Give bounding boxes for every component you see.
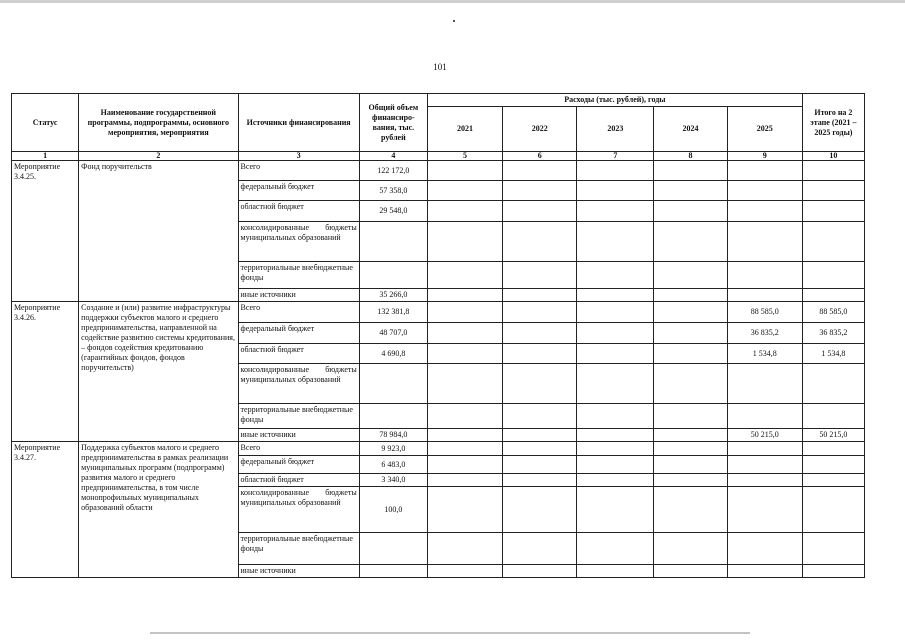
itogo-value: 36 835,2 — [802, 323, 864, 344]
year-value — [503, 181, 577, 201]
header-expenses: Расходы (тыс. рублей), годы — [427, 94, 802, 107]
year-value — [503, 404, 577, 429]
source-label: областной бюджет — [238, 201, 359, 222]
year-value — [503, 364, 577, 404]
total-value: 132 381,8 — [359, 302, 427, 323]
year-value — [577, 565, 654, 578]
year-value — [503, 429, 577, 442]
year-value — [503, 474, 577, 487]
header-name: Наименование государственной программы, подпрограммы, основного мероприятия, мероприятия — [79, 94, 238, 152]
year-value — [654, 429, 727, 442]
year-value — [427, 364, 502, 404]
itogo-value — [802, 262, 864, 289]
year-value — [654, 442, 727, 456]
source-label: территориальные внебюджетные фонды — [238, 533, 359, 565]
year-value — [577, 456, 654, 474]
itogo-value — [802, 456, 864, 474]
financing-table — [11, 93, 865, 578]
measure-status: Мероприятие 3.4.26. — [12, 302, 79, 442]
year-2025-value — [727, 456, 802, 474]
itogo-value — [802, 181, 864, 201]
itogo-value — [802, 474, 864, 487]
itogo-value — [802, 364, 864, 404]
year-value — [427, 222, 502, 262]
year-value — [654, 181, 727, 201]
year-value — [427, 262, 502, 289]
year-2025-value: 88 585,0 — [727, 302, 802, 323]
year-2025-value: 50 215,0 — [727, 429, 802, 442]
source-label: территориальные внебюджетные фонды — [238, 404, 359, 429]
year-2025-value — [727, 262, 802, 289]
measure-status: Мероприятие 3.4.27. — [12, 442, 79, 578]
year-value — [503, 302, 577, 323]
total-value: 100,0 — [359, 487, 427, 533]
header-year: 2024 — [654, 107, 727, 152]
year-value — [503, 289, 577, 302]
year-value — [427, 456, 502, 474]
year-value — [654, 487, 727, 533]
total-value — [359, 565, 427, 578]
year-value — [427, 201, 502, 222]
year-value — [427, 565, 502, 578]
year-value — [577, 442, 654, 456]
year-value — [503, 262, 577, 289]
column-number: 6 — [503, 152, 577, 161]
source-label: областной бюджет — [238, 344, 359, 364]
year-value — [654, 201, 727, 222]
year-value — [503, 456, 577, 474]
year-value — [427, 302, 502, 323]
source-label: иные источники — [238, 429, 359, 442]
itogo-value: 50 215,0 — [802, 429, 864, 442]
column-number: 3 — [238, 152, 359, 161]
year-2025-value: 1 534,8 — [727, 344, 802, 364]
year-value — [503, 201, 577, 222]
year-2025-value — [727, 533, 802, 565]
year-2025-value — [727, 289, 802, 302]
year-value — [503, 487, 577, 533]
year-2025-value — [727, 565, 802, 578]
table-row — [12, 442, 865, 456]
column-number: 8 — [654, 152, 727, 161]
column-number: 1 — [12, 152, 79, 161]
total-value: 48 707,0 — [359, 323, 427, 344]
source-label: федеральный бюджет — [238, 181, 359, 201]
year-value — [654, 364, 727, 404]
measure-name: Фонд поручительств — [79, 161, 238, 302]
itogo-value: 1 534,8 — [802, 344, 864, 364]
year-value — [427, 533, 502, 565]
source-label: Всего — [238, 442, 359, 456]
year-value — [577, 364, 654, 404]
source-label: консолидированные бюджеты муниципальных образований — [238, 364, 359, 404]
year-value — [427, 181, 502, 201]
itogo-value — [802, 289, 864, 302]
total-value — [359, 262, 427, 289]
total-value: 35 266,0 — [359, 289, 427, 302]
source-label: федеральный бюджет — [238, 323, 359, 344]
source-label: федеральный бюджет — [238, 456, 359, 474]
year-value — [654, 302, 727, 323]
total-value: 4 690,8 — [359, 344, 427, 364]
total-value — [359, 364, 427, 404]
year-value — [654, 344, 727, 364]
source-label: консолидированные бюджеты муниципальных образований — [238, 222, 359, 262]
year-value — [577, 404, 654, 429]
total-value: 9 923,0 — [359, 442, 427, 456]
year-value — [577, 323, 654, 344]
itogo-value: 88 585,0 — [802, 302, 864, 323]
total-value: 29 548,0 — [359, 201, 427, 222]
total-value: 6 483,0 — [359, 456, 427, 474]
year-value — [427, 429, 502, 442]
year-value — [654, 323, 727, 344]
year-value — [427, 474, 502, 487]
itogo-value — [802, 487, 864, 533]
itogo-value — [802, 442, 864, 456]
year-value — [427, 442, 502, 456]
year-2025-value — [727, 161, 802, 181]
year-value — [427, 487, 502, 533]
table-row — [12, 161, 865, 181]
total-value — [359, 222, 427, 262]
itogo-value — [802, 201, 864, 222]
year-value — [427, 289, 502, 302]
year-2025-value — [727, 222, 802, 262]
column-number: 4 — [359, 152, 427, 161]
year-value — [654, 161, 727, 181]
source-label: Всего — [238, 302, 359, 323]
source-label: иные источники — [238, 565, 359, 578]
source-label: территориальные внебюджетные фонды — [238, 262, 359, 289]
source-label: Всего — [238, 161, 359, 181]
column-number: 2 — [79, 152, 238, 161]
year-value — [427, 344, 502, 364]
year-value — [503, 565, 577, 578]
year-value — [654, 533, 727, 565]
year-value — [503, 222, 577, 262]
year-2025-value — [727, 181, 802, 201]
header-status: Статус — [12, 94, 79, 152]
year-value — [654, 262, 727, 289]
scan-speck — [453, 20, 455, 22]
year-value — [654, 404, 727, 429]
total-value — [359, 533, 427, 565]
year-value — [577, 474, 654, 487]
year-2025-value — [727, 364, 802, 404]
total-value: 57 358,0 — [359, 181, 427, 201]
scan-bottom-edge — [150, 632, 750, 634]
itogo-value — [802, 161, 864, 181]
header-year: 2021 — [427, 107, 502, 152]
itogo-value — [802, 222, 864, 262]
year-value — [577, 222, 654, 262]
year-value — [577, 429, 654, 442]
year-value — [503, 323, 577, 344]
total-value: 78 984,0 — [359, 429, 427, 442]
source-label: консолидированные бюджеты муниципальных образований — [238, 487, 359, 533]
year-2025-value: 36 835,2 — [727, 323, 802, 344]
header-year: 2022 — [503, 107, 577, 152]
year-value — [654, 289, 727, 302]
measure-name: Создание и (или) развитие инфраструктуры поддержки субъектов малого и среднего предпринимательства, направленной на содействие развитию системы кредитования, – фондов содействия кредитованию (гарантийных фондов, фондов поручительств) — [79, 302, 238, 442]
year-2025-value — [727, 474, 802, 487]
year-value — [654, 456, 727, 474]
header-sources: Источники финансирования — [238, 94, 359, 152]
source-label: областной бюджет — [238, 474, 359, 487]
year-value — [654, 474, 727, 487]
year-2025-value — [727, 442, 802, 456]
year-value — [503, 344, 577, 364]
year-value — [577, 344, 654, 364]
year-value — [654, 565, 727, 578]
page-number: 101 — [433, 62, 447, 72]
header-total: Общий объем финансиро- вания, тыс. рублей — [359, 94, 427, 152]
year-2025-value — [727, 201, 802, 222]
year-value — [577, 161, 654, 181]
measure-status: Мероприятие 3.4.25. — [12, 161, 79, 302]
total-value: 122 172,0 — [359, 161, 427, 181]
column-number: 9 — [727, 152, 802, 161]
year-value — [503, 442, 577, 456]
year-value — [427, 404, 502, 429]
year-value — [654, 222, 727, 262]
year-value — [503, 533, 577, 565]
header-year: 2023 — [577, 107, 654, 152]
column-number: 10 — [802, 152, 864, 161]
total-value — [359, 404, 427, 429]
year-value — [503, 161, 577, 181]
year-value — [577, 533, 654, 565]
header-itogo: Итого на 2 этапе (2021 – 2025 годы) — [802, 94, 864, 152]
year-2025-value — [727, 487, 802, 533]
measure-name: Поддержка субъектов малого и среднего предпринимательства в рамках реализации муниципальных программ (подпрограмм) развития малого и среднего предпринимательства, в том числе монопрофильных муниципальных образований области — [79, 442, 238, 578]
total-value: 3 340,0 — [359, 474, 427, 487]
year-value — [577, 289, 654, 302]
column-number: 5 — [427, 152, 502, 161]
year-value — [577, 201, 654, 222]
source-label: иные источники — [238, 289, 359, 302]
year-value — [577, 302, 654, 323]
itogo-value — [802, 533, 864, 565]
scan-top-edge — [0, 0, 905, 3]
year-2025-value — [727, 404, 802, 429]
column-number: 7 — [577, 152, 654, 161]
header-year: 2025 — [727, 107, 802, 152]
table-row — [12, 302, 865, 323]
year-value — [577, 262, 654, 289]
year-value — [577, 487, 654, 533]
year-value — [577, 181, 654, 201]
itogo-value — [802, 404, 864, 429]
year-value — [427, 323, 502, 344]
year-value — [427, 161, 502, 181]
itogo-value — [802, 565, 864, 578]
